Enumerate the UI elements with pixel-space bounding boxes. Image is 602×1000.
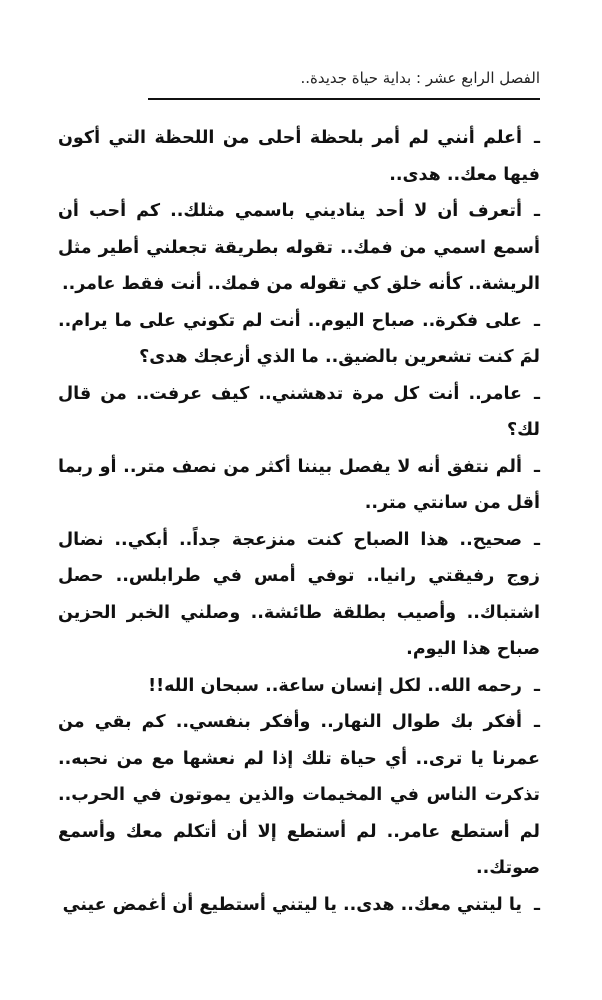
dialogue-text: أعلم أنني لم أمر بلحظة أحلى من اللحظة التي أكون فيها معك.. هدى.. [58,128,540,185]
dialogue-dash: ـ [534,201,540,221]
running-header: الفصل الرابع عشر : بداية حياة جديدة.. [300,69,540,87]
dialogue-line [58,704,540,887]
dialogue-text: أفكر بك طوال النهار.. وأفكر بنفسي.. كم بقي من عمرنا يا ترى.. أي حياة تلك إذا لم نعشها مع من نحبه.. تذكرت الناس في المخيمات والذين يموتون في الحرب.. لم أستطع عامر.. لم أستطع إلا أن أتكلم معك وأسمع صوتك.. [58,712,540,878]
dialogue-dash: ـ [534,310,540,331]
dialogue-text [58,120,540,923]
dialogue-line [58,303,540,376]
dialogue-line [58,449,540,522]
dialogue-dash: ـ [534,675,540,696]
dialogue-text: أتعرف أن لا أحد يناديني باسمي مثلك.. كم أحب أن أسمع اسمي من فمك.. تقوله بطريقة تجعلني أطير مثل الريشة.. كأنه خلق كي تقوله من فمك.. أنت فقط عامر.. [58,201,540,294]
dialogue-text: يا ليتني معك.. هدى.. يا ليتني أستطيع أن أغمض عيني [62,894,522,915]
dialogue-dash: ـ [534,128,540,148]
dialogue-dash: ـ [534,894,540,915]
dialogue-line [58,668,540,705]
dialogue-line [58,522,540,668]
dialogue-dash: ـ [534,529,540,550]
dialogue-line [58,120,540,193]
dialogue-text: ألم نتفق أنه لا يفصل بيننا أكثر من نصف متر.. أو ربما أقل من سانتي متر.. [58,456,540,513]
dialogue-dash: ـ [534,383,540,404]
dialogue-line [58,193,540,303]
dialogue-text: على فكرة.. صباح اليوم.. أنت لم تكوني على ما يرام.. لمَ كنت تشعرين بالضيق.. ما الذي أزعجك هدى؟ [58,310,540,367]
dialogue-line [58,887,540,924]
dialogue-dash: ـ [534,456,540,477]
dialogue-text: صحيح.. هذا الصباح كنت منزعجة جداً.. أبكي.. نضال زوج رفيقتي رانيا.. توفي أمس في طرابلس.. حصل اشتباك.. وأصيب بطلقة طائشة.. وصلني الخبر الحزين صباح هذا اليوم. [58,529,540,659]
header-rule [148,98,540,100]
dialogue-line [58,376,540,449]
dialogue-dash: ـ [534,712,540,732]
dialogue-text: رحمه الله.. لكل إنسان ساعة.. سبحان الله!! [148,675,522,696]
dialogue-text: عامر.. أنت كل مرة تدهشني.. كيف عرفت.. من قال لك؟ [58,383,540,440]
